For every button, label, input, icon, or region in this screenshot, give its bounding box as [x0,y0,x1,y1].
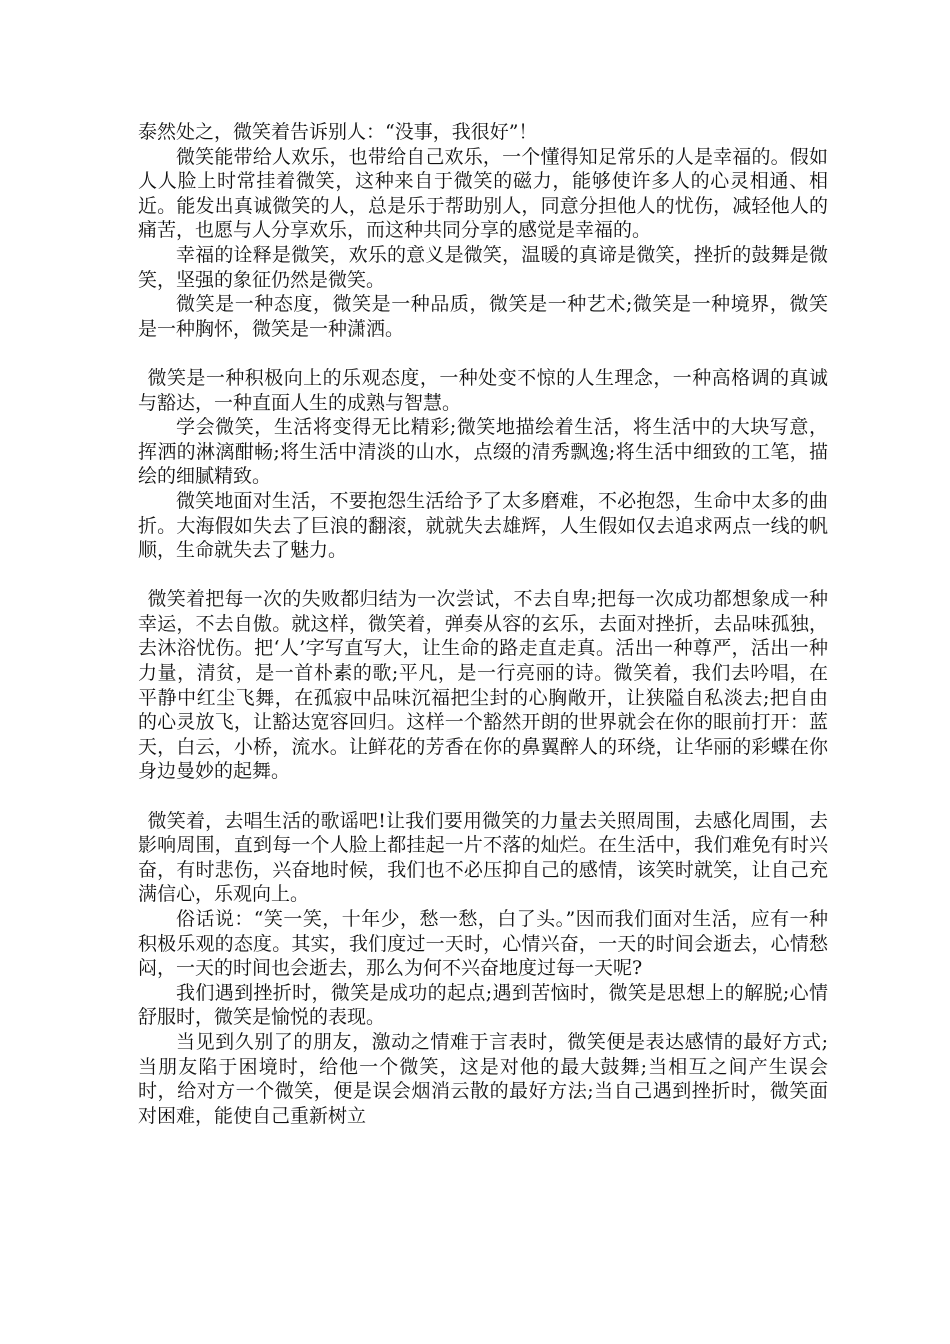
paragraph-5: 微笑是一种积极向上的乐观态度，一种处变不惊的人生理念，一种高格调的真诚与豁达，一种直面人生的成熟与智慧。 [138,366,828,414]
paragraph-spacer [138,341,828,366]
paragraph-4: 微笑是一种态度，微笑是一种品质，微笑是一种艺术;微笑是一种境界，微笑是一种胸怀，微笑是一种潇洒。 [138,293,828,340]
paragraph-11: 我们遇到挫折时，微笑是成功的起点;遇到苦恼时，微笑是思想上的解脱;心情舒服时，微笑是愉悦的表现。 [138,981,828,1029]
paragraph-6: 学会微笑，生活将变得无比精彩;微笑地描绘着生活，将生活中的大块写意，挥洒的淋漓酣畅;将生活中清淡的山水，点缀的清秀飘逸;将生活中细致的工笔，描绘的细腻精致。 [138,416,828,488]
document-body [138,120,828,1128]
paragraph-1: 泰然处之，微笑着告诉别人：“没事，我很好”！ [138,121,538,143]
paragraph-spacer [138,784,828,809]
paragraph-spacer [138,563,828,588]
paragraph-10: 俗话说：“笑一笑，十年少，愁一愁，白了头。”因而我们面对生活，应有一种积极乐观的态度。其实，我们度过一天时，心情兴奋，一天的时间会逝去，心情愁闷，一天的时间也会逝去，那么为何不兴奋地度过每一天呢? [138,908,828,980]
paragraph-12: 当见到久别了的朋友，激动之情难于言表时，微笑便是表达感情的最好方式;当朋友陷于困境时，给他一个微笑，这是对他的最大鼓舞;当相互之间产生误会时，给对方一个微笑，便是误会烟消云散的最好方法;当自己遇到挫折时，微笑面对困难，能使自己重新树立 [138,1030,828,1127]
paragraph-8: 微笑着把每一次的失败都归结为一次尝试，不去自卑;把每一次成功都想象成一种幸运，不去自傲。就这样，微笑着，弹奏从容的玄乐，去面对挫折，去品味孤独，去沐浴忧伤。把‘人’字写直写大，让生命的路走直走真。活出一种尊严，活出一种力量，清贫，是一首朴素的歌;平凡，是一行亮丽的诗。微笑着，我们去吟唱，在平静中红尘飞舞，在孤寂中品味沉福把尘封的心胸敞开，让狭隘自私淡去;把自由的心灵放飞，让豁达宽容回归。这样一个豁然开朗的世界就会在你的眼前打开：蓝天，白云，小桥，流水。让鲜花的芳香在你的鼻翼醉人的环绕，让华丽的彩蝶在你身边曼妙的起舞。 [138,588,828,783]
paragraph-2: 微笑能带给人欢乐，也带给自己欢乐，一个懂得知足常乐的人是幸福的。假如人人脸上时常挂着微笑，这种来自于微笑的磁力，能够使许多人的心灵相通、相近。能发出真诚微笑的人，总是乐于帮助别人，同意分担他人的忧伤，减轻他人的痛苦，也愿与人分享欢乐，而这种共同分享的感觉是幸福的。 [138,145,828,242]
paragraph-7: 微笑地面对生活，不要抱怨生活给予了太多磨难，不必抱怨，生命中太多的曲折。大海假如失去了巨浪的翻滚，就就失去雄辉，人生假如仅去追求两点一线的帆顺，生命就失去了魅力。 [138,489,828,562]
paragraph-9: 微笑着，去唱生活的歌谣吧!让我们要用微笑的力量去关照周围，去感化周围，去影响周围，直到每一个人脸上都挂起一片不落的灿烂。在生活中，我们难免有时兴奋，有时悲伤，兴奋地时候，我们也不必压抑自己的感情，该笑时就笑，让自己充满信心，乐观向上。 [138,809,828,906]
paragraph-3: 幸福的诠释是微笑，欢乐的意义是微笑，温暖的真谛是微笑，挫折的鼓舞是微笑，坚强的象征仍然是微笑。 [138,243,828,291]
